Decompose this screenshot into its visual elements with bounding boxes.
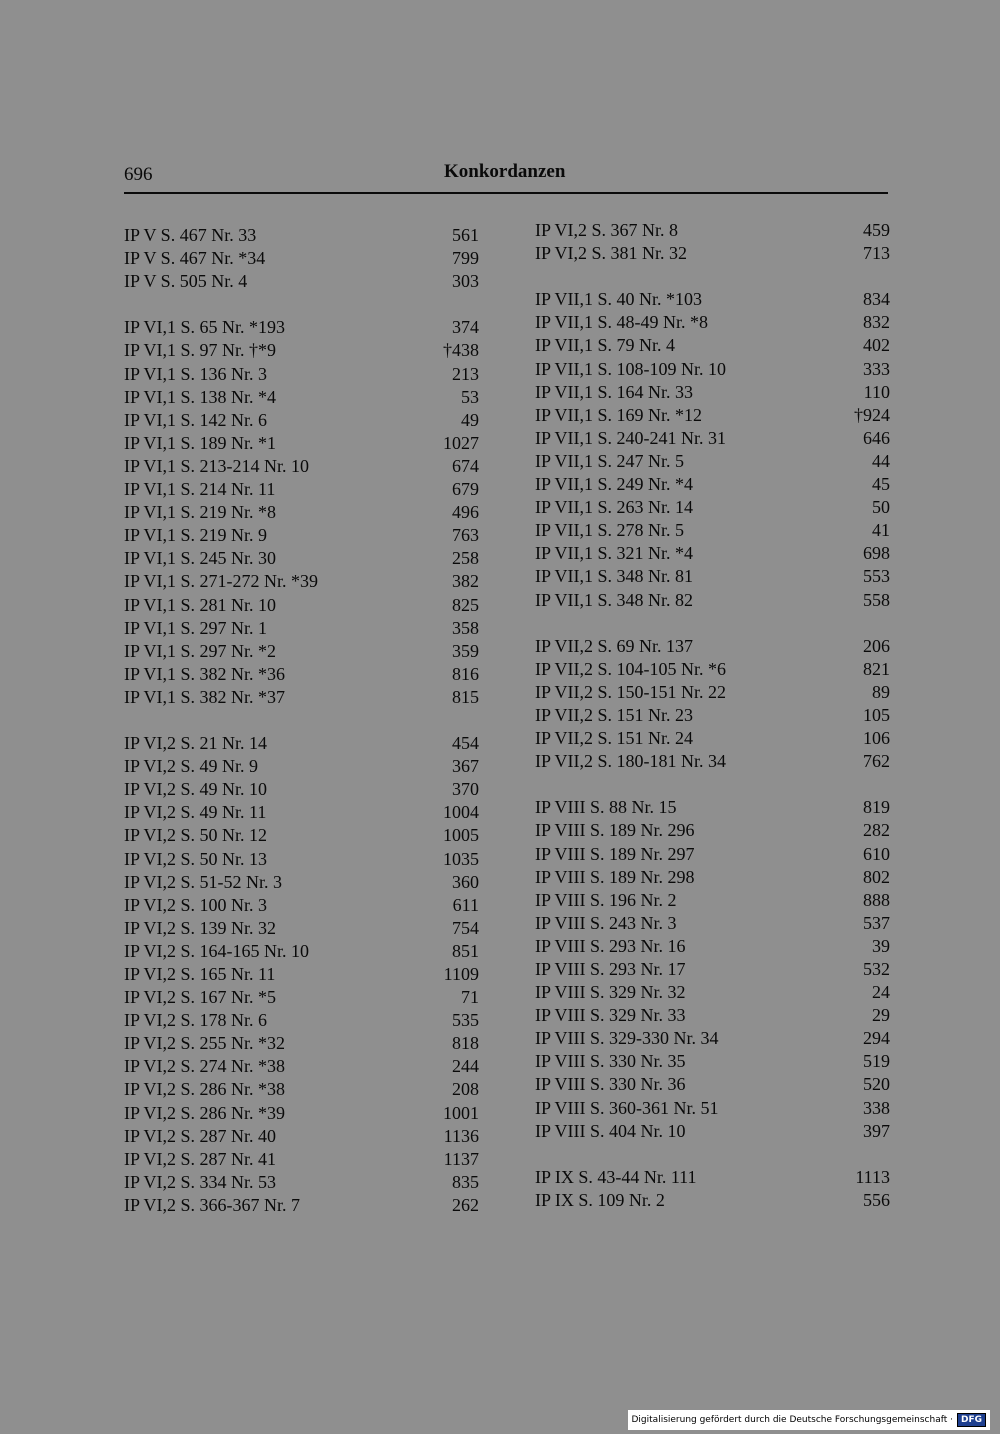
concordance-number: 532 <box>863 959 890 979</box>
concordance-reference: IP VI,1 S. 382 Nr. *36 <box>124 663 286 684</box>
concordance-reference: IP VIII S. 330 Nr. 35 <box>535 1051 686 1072</box>
concordance-number: 110 <box>863 381 890 402</box>
concordance-row <box>535 311 890 334</box>
concordance-row <box>124 594 479 617</box>
group-spacer <box>535 773 890 796</box>
concordance-reference: IP VII,2 S. 180-181 Nr. 34 <box>535 751 727 772</box>
dfg-logo: DFG <box>957 1413 986 1427</box>
concordance-reference: IP VII,1 S. 348 Nr. 81 <box>535 566 694 587</box>
concordance-number: 1027 <box>443 432 479 453</box>
concordance-row <box>124 478 479 501</box>
concordance-row <box>535 796 890 819</box>
concordance-reference: IP VII,2 S. 151 Nr. 23 <box>535 704 694 725</box>
concordance-row <box>124 409 479 432</box>
concordance-number: 44 <box>872 450 890 471</box>
concordance-number: 537 <box>863 912 890 933</box>
concordance-row <box>124 940 479 963</box>
concordance-number: 674 <box>452 455 479 476</box>
header-rule <box>124 192 888 194</box>
concordance-reference: IP VIII S. 360-361 Nr. 51 <box>535 1097 719 1118</box>
concordance-number: 496 <box>452 502 479 523</box>
concordance-reference: IP VI,2 S. 164-165 Nr. 10 <box>124 940 310 961</box>
concordance-reference: IP VIII S. 329 Nr. 32 <box>535 982 686 1003</box>
concordance-reference: IP VI,1 S. 245 Nr. 30 <box>124 548 277 569</box>
concordance-reference: IP VI,2 S. 21 Nr. 14 <box>124 733 268 754</box>
concordance-reference: IP VIII S. 329-330 Nr. 34 <box>535 1028 719 1049</box>
concordance-number: 646 <box>863 427 890 448</box>
concordance-row <box>124 917 479 940</box>
concordance-number: 821 <box>863 658 890 679</box>
concordance-number: 1001 <box>443 1102 479 1123</box>
concordance-number: 294 <box>863 1028 890 1049</box>
concordance-number: 213 <box>452 363 479 384</box>
concordance-row <box>535 519 890 542</box>
concordance-reference: IP VI,2 S. 334 Nr. 53 <box>124 1171 277 1192</box>
concordance-number: 459 <box>863 220 890 240</box>
concordance-number: 105 <box>863 704 890 725</box>
concordance-row <box>535 1097 890 1120</box>
concordance-reference: IP VI,2 S. 286 Nr. *38 <box>124 1079 286 1100</box>
concordance-row <box>124 871 479 894</box>
concordance-reference: IP VI,1 S. 65 Nr. *193 <box>124 317 286 338</box>
concordance-reference: IP VI,1 S. 97 Nr. †*9 <box>124 340 277 361</box>
concordance-number: 262 <box>452 1194 479 1215</box>
concordance-reference: IP VII,2 S. 104-105 Nr. *6 <box>535 658 727 679</box>
concordance-number: 370 <box>452 779 479 800</box>
concordance-row <box>124 524 479 547</box>
concordance-reference: IP VI,2 S. 167 Nr. *5 <box>124 987 277 1008</box>
dfg-footer <box>628 1410 991 1430</box>
concordance-row <box>535 819 890 842</box>
concordance-number: 1109 <box>443 964 479 984</box>
concordance-number: 367 <box>452 756 479 777</box>
concordance-reference: IP VII,1 S. 348 Nr. 82 <box>535 589 694 610</box>
concordance-row <box>124 663 479 686</box>
concordance-reference: IP VII,1 S. 169 Nr. *12 <box>535 404 703 425</box>
concordance-number: 679 <box>452 479 479 500</box>
concordance-number: 208 <box>452 1079 479 1100</box>
concordance-row <box>124 316 479 339</box>
concordance-reference: IP VII,1 S. 247 Nr. 5 <box>535 450 685 471</box>
concordance-reference: IP VI,2 S. 49 Nr. 9 <box>124 756 259 777</box>
concordance-number: 89 <box>872 681 890 702</box>
concordance-row <box>124 1148 479 1171</box>
concordance-reference: IP VI,1 S. 142 Nr. 6 <box>124 409 268 430</box>
concordance-reference: IP VI,2 S. 49 Nr. 10 <box>124 779 268 800</box>
right-column <box>535 219 890 1212</box>
concordance-number: 39 <box>872 935 890 956</box>
concordance-reference: IP VI,1 S. 382 Nr. *37 <box>124 686 286 707</box>
concordance-reference: IP VI,1 S. 138 Nr. *4 <box>124 386 277 407</box>
concordance-reference: IP VI,2 S. 139 Nr. 32 <box>124 917 277 938</box>
concordance-reference: IP VI,2 S. 165 Nr. 11 <box>124 964 276 984</box>
concordance-reference: IP VII,1 S. 79 Nr. 4 <box>535 335 676 356</box>
concordance-reference: IP VII,1 S. 321 Nr. *4 <box>535 543 694 564</box>
concordance-number: 818 <box>452 1033 479 1054</box>
concordance-number: 553 <box>863 566 890 587</box>
concordance-number: 611 <box>452 894 479 915</box>
concordance-row <box>124 455 479 478</box>
concordance-reference: IP VI,2 S. 51-52 Nr. 3 <box>124 871 283 892</box>
concordance-row <box>124 801 479 824</box>
concordance-row <box>124 547 479 570</box>
concordance-number: 382 <box>452 571 479 592</box>
concordance-row <box>535 1027 890 1050</box>
concordance-row <box>124 732 479 755</box>
concordance-reference: IP VI,1 S. 136 Nr. 3 <box>124 363 268 384</box>
footer-text: Digitalisierung gefördert durch die Deutsche Forschungsgemeinschaft · <box>631 1415 953 1425</box>
concordance-row <box>124 386 479 409</box>
concordance-number: 1035 <box>443 848 479 869</box>
concordance-number: 360 <box>452 871 479 892</box>
concordance-row <box>535 866 890 889</box>
concordance-number: 41 <box>872 520 890 541</box>
concordance-number: 834 <box>863 289 890 310</box>
concordance-number: 1004 <box>443 802 479 823</box>
group-spacer <box>124 709 479 732</box>
concordance-row <box>535 935 890 958</box>
concordance-reference: IP VI,1 S. 219 Nr. 9 <box>124 525 268 546</box>
concordance-number: 1137 <box>443 1148 479 1169</box>
concordance-reference: IP VI,2 S. 50 Nr. 13 <box>124 848 268 869</box>
concordance-number: 851 <box>452 940 479 961</box>
concordance-row <box>535 219 890 242</box>
concordance-number: 754 <box>452 917 479 938</box>
concordance-row <box>535 889 890 912</box>
concordance-number: 303 <box>452 271 479 292</box>
left-column <box>124 224 479 1217</box>
page-number: 696 <box>124 164 153 185</box>
running-head: Konkordanzen <box>444 161 566 182</box>
concordance-row <box>124 247 479 270</box>
concordance-number: 1136 <box>443 1125 479 1146</box>
concordance-row <box>535 1073 890 1096</box>
concordance-number: 1005 <box>443 825 479 846</box>
concordance-number: 106 <box>863 728 890 749</box>
concordance-row <box>535 1166 890 1189</box>
concordance-row <box>124 363 479 386</box>
concordance-reference: IP VI,2 S. 255 Nr. *32 <box>124 1033 286 1054</box>
concordance-number: 49 <box>461 409 479 430</box>
concordance-row <box>535 542 890 565</box>
concordance-reference: IP VI,2 S. 50 Nr. 12 <box>124 825 268 846</box>
concordance-row <box>535 427 890 450</box>
concordance-row <box>124 270 479 293</box>
concordance-row <box>124 501 479 524</box>
concordance-reference: IP VII,2 S. 151 Nr. 24 <box>535 728 694 749</box>
concordance-reference: IP VII,1 S. 263 Nr. 14 <box>535 497 694 518</box>
concordance-row <box>124 432 479 455</box>
concordance-reference: IP VI,2 S. 49 Nr. 11 <box>124 802 267 823</box>
concordance-number: 802 <box>863 866 890 887</box>
concordance-reference: IP VII,1 S. 278 Nr. 5 <box>535 520 685 541</box>
concordance-reference: IP VIII S. 329 Nr. 33 <box>535 1005 686 1026</box>
concordance-number: 835 <box>452 1171 479 1192</box>
concordance-number: 45 <box>872 474 890 495</box>
concordance-reference: IP VIII S. 330 Nr. 36 <box>535 1074 686 1095</box>
concordance-row <box>535 1189 890 1212</box>
concordance-row <box>535 288 890 311</box>
concordance-reference: IP VI,2 S. 100 Nr. 3 <box>124 894 268 915</box>
concordance-reference: IP VIII S. 243 Nr. 3 <box>535 912 677 933</box>
concordance-row <box>535 565 890 588</box>
concordance-row <box>124 848 479 871</box>
concordance-reference: IP VII,1 S. 240-241 Nr. 31 <box>535 427 727 448</box>
concordance-number: 338 <box>863 1097 890 1118</box>
concordance-number: †438 <box>443 340 479 361</box>
concordance-reference: IP V S. 505 Nr. 4 <box>124 271 248 292</box>
concordance-number: 535 <box>452 1010 479 1031</box>
concordance-row <box>535 658 890 681</box>
concordance-row <box>124 894 479 917</box>
concordance-row <box>535 381 890 404</box>
concordance-number: 71 <box>461 987 479 1008</box>
concordance-row <box>124 1078 479 1101</box>
concordance-number: 819 <box>863 797 890 818</box>
concordance-row <box>124 224 479 247</box>
concordance-number: 282 <box>863 820 890 841</box>
concordance-reference: IP VI,1 S. 297 Nr. 1 <box>124 617 268 638</box>
concordance-reference: IP VII,2 S. 69 Nr. 137 <box>535 635 694 656</box>
concordance-row <box>124 1032 479 1055</box>
concordance-row <box>124 640 479 663</box>
concordance-row <box>124 570 479 593</box>
concordance-row <box>124 617 479 640</box>
concordance-row <box>124 778 479 801</box>
concordance-row <box>535 334 890 357</box>
concordance-row <box>124 1009 479 1032</box>
concordance-reference: IP VI,2 S. 366-367 Nr. 7 <box>124 1194 301 1215</box>
concordance-number: 1113 <box>855 1166 890 1187</box>
concordance-reference: IP VI,1 S. 271-272 Nr. *39 <box>124 571 319 592</box>
concordance-reference: IP V S. 467 Nr. *34 <box>124 248 266 269</box>
concordance-row <box>124 686 479 709</box>
concordance-number: 763 <box>452 525 479 546</box>
concordance-number: 244 <box>452 1056 479 1077</box>
concordance-number: 832 <box>863 312 890 333</box>
concordance-row <box>535 242 890 265</box>
concordance-reference: IP VIII S. 88 Nr. 15 <box>535 797 677 818</box>
concordance-number: 29 <box>872 1005 890 1026</box>
group-spacer <box>535 612 890 635</box>
concordance-row <box>124 824 479 847</box>
concordance-row <box>124 1125 479 1148</box>
concordance-row <box>124 755 479 778</box>
concordance-number: 610 <box>863 843 890 864</box>
concordance-reference: IP VI,2 S. 367 Nr. 8 <box>535 220 679 240</box>
concordance-reference: IP VI,2 S. 178 Nr. 6 <box>124 1010 268 1031</box>
concordance-row <box>535 635 890 658</box>
concordance-number: 799 <box>452 248 479 269</box>
concordance-number: 556 <box>863 1189 890 1210</box>
concordance-number: 374 <box>452 317 479 338</box>
concordance-reference: IP VI,2 S. 286 Nr. *39 <box>124 1102 286 1123</box>
concordance-reference: IP VIII S. 404 Nr. 10 <box>535 1120 686 1141</box>
concordance-reference: IP VII,1 S. 108-109 Nr. 10 <box>535 358 727 379</box>
concordance-row <box>535 1120 890 1143</box>
concordance-number: 358 <box>452 617 479 638</box>
concordance-row <box>535 1050 890 1073</box>
concordance-number: 713 <box>863 243 890 264</box>
concordance-reference: IP IX S. 43-44 Nr. 111 <box>535 1166 697 1187</box>
concordance-number: 258 <box>452 548 479 569</box>
concordance-number: 825 <box>452 594 479 615</box>
concordance-row <box>535 473 890 496</box>
concordance-row <box>535 750 890 773</box>
concordance-reference: IP VI,2 S. 287 Nr. 41 <box>124 1148 277 1169</box>
concordance-row <box>535 1004 890 1027</box>
concordance-row <box>535 358 890 381</box>
concordance-row <box>124 1194 479 1217</box>
concordance-reference: IP IX S. 109 Nr. 2 <box>535 1189 665 1210</box>
concordance-number: 24 <box>872 982 890 1003</box>
concordance-row <box>124 1102 479 1125</box>
concordance-number: 762 <box>863 751 890 772</box>
concordance-reference: IP VIII S. 293 Nr. 17 <box>535 959 686 979</box>
concordance-reference: IP VII,2 S. 150-151 Nr. 22 <box>535 681 727 702</box>
concordance-number: 698 <box>863 543 890 564</box>
concordance-number: 402 <box>863 335 890 356</box>
concordance-row <box>124 339 479 362</box>
concordance-row <box>535 704 890 727</box>
concordance-number: 50 <box>872 497 890 518</box>
concordance-reference: IP VI,1 S. 189 Nr. *1 <box>124 432 277 453</box>
concordance-reference: IP VI,1 S. 281 Nr. 10 <box>124 594 277 615</box>
concordance-row <box>535 727 890 750</box>
concordance-number: 333 <box>863 358 890 379</box>
concordance-row <box>535 681 890 704</box>
concordance-number: 888 <box>863 889 890 910</box>
concordance-number: 816 <box>452 663 479 684</box>
concordance-number: 397 <box>863 1120 890 1141</box>
concordance-reference: IP VII,1 S. 40 Nr. *103 <box>535 289 703 310</box>
concordance-reference: IP VI,2 S. 287 Nr. 40 <box>124 1125 277 1146</box>
concordance-reference: IP VIII S. 189 Nr. 297 <box>535 843 695 864</box>
concordance-row <box>124 986 479 1009</box>
concordance-number: 359 <box>452 640 479 661</box>
concordance-reference: IP VI,1 S. 297 Nr. *2 <box>124 640 277 661</box>
concordance-row <box>535 450 890 473</box>
concordance-reference: IP V S. 467 Nr. 33 <box>124 225 257 245</box>
concordance-row <box>535 589 890 612</box>
concordance-number: 454 <box>452 733 479 754</box>
concordance-reference: IP VIII S. 189 Nr. 298 <box>535 866 695 887</box>
concordance-number: 815 <box>452 686 479 707</box>
group-spacer <box>535 265 890 288</box>
concordance-reference: IP VI,2 S. 274 Nr. *38 <box>124 1056 286 1077</box>
concordance-reference: IP VI,1 S. 214 Nr. 11 <box>124 479 276 500</box>
concordance-number: 206 <box>863 635 890 656</box>
concordance-number: 520 <box>863 1074 890 1095</box>
concordance-reference: IP VIII S. 189 Nr. 296 <box>535 820 695 841</box>
concordance-number: 561 <box>452 225 479 245</box>
concordance-number: 558 <box>863 589 890 610</box>
concordance-number: 53 <box>461 386 479 407</box>
concordance-row <box>535 912 890 935</box>
concordance-reference: IP VII,1 S. 164 Nr. 33 <box>535 381 694 402</box>
concordance-reference: IP VI,1 S. 219 Nr. *8 <box>124 502 277 523</box>
concordance-reference: IP VI,1 S. 213-214 Nr. 10 <box>124 455 310 476</box>
concordance-reference: IP VII,1 S. 249 Nr. *4 <box>535 474 694 495</box>
concordance-number: †924 <box>854 404 890 425</box>
concordance-reference: IP VIII S. 293 Nr. 16 <box>535 935 686 956</box>
group-spacer <box>124 293 479 316</box>
concordance-reference: IP VI,2 S. 381 Nr. 32 <box>535 243 688 264</box>
concordance-row <box>124 1055 479 1078</box>
concordance-reference: IP VIII S. 196 Nr. 2 <box>535 889 677 910</box>
concordance-number: 519 <box>863 1051 890 1072</box>
concordance-row <box>535 496 890 519</box>
concordance-row <box>535 958 890 981</box>
group-spacer <box>535 1143 890 1166</box>
concordance-row <box>535 404 890 427</box>
concordance-row <box>535 981 890 1004</box>
concordance-row <box>124 963 479 986</box>
concordance-reference: IP VII,1 S. 48-49 Nr. *8 <box>535 312 709 333</box>
concordance-row <box>535 843 890 866</box>
concordance-row <box>124 1171 479 1194</box>
